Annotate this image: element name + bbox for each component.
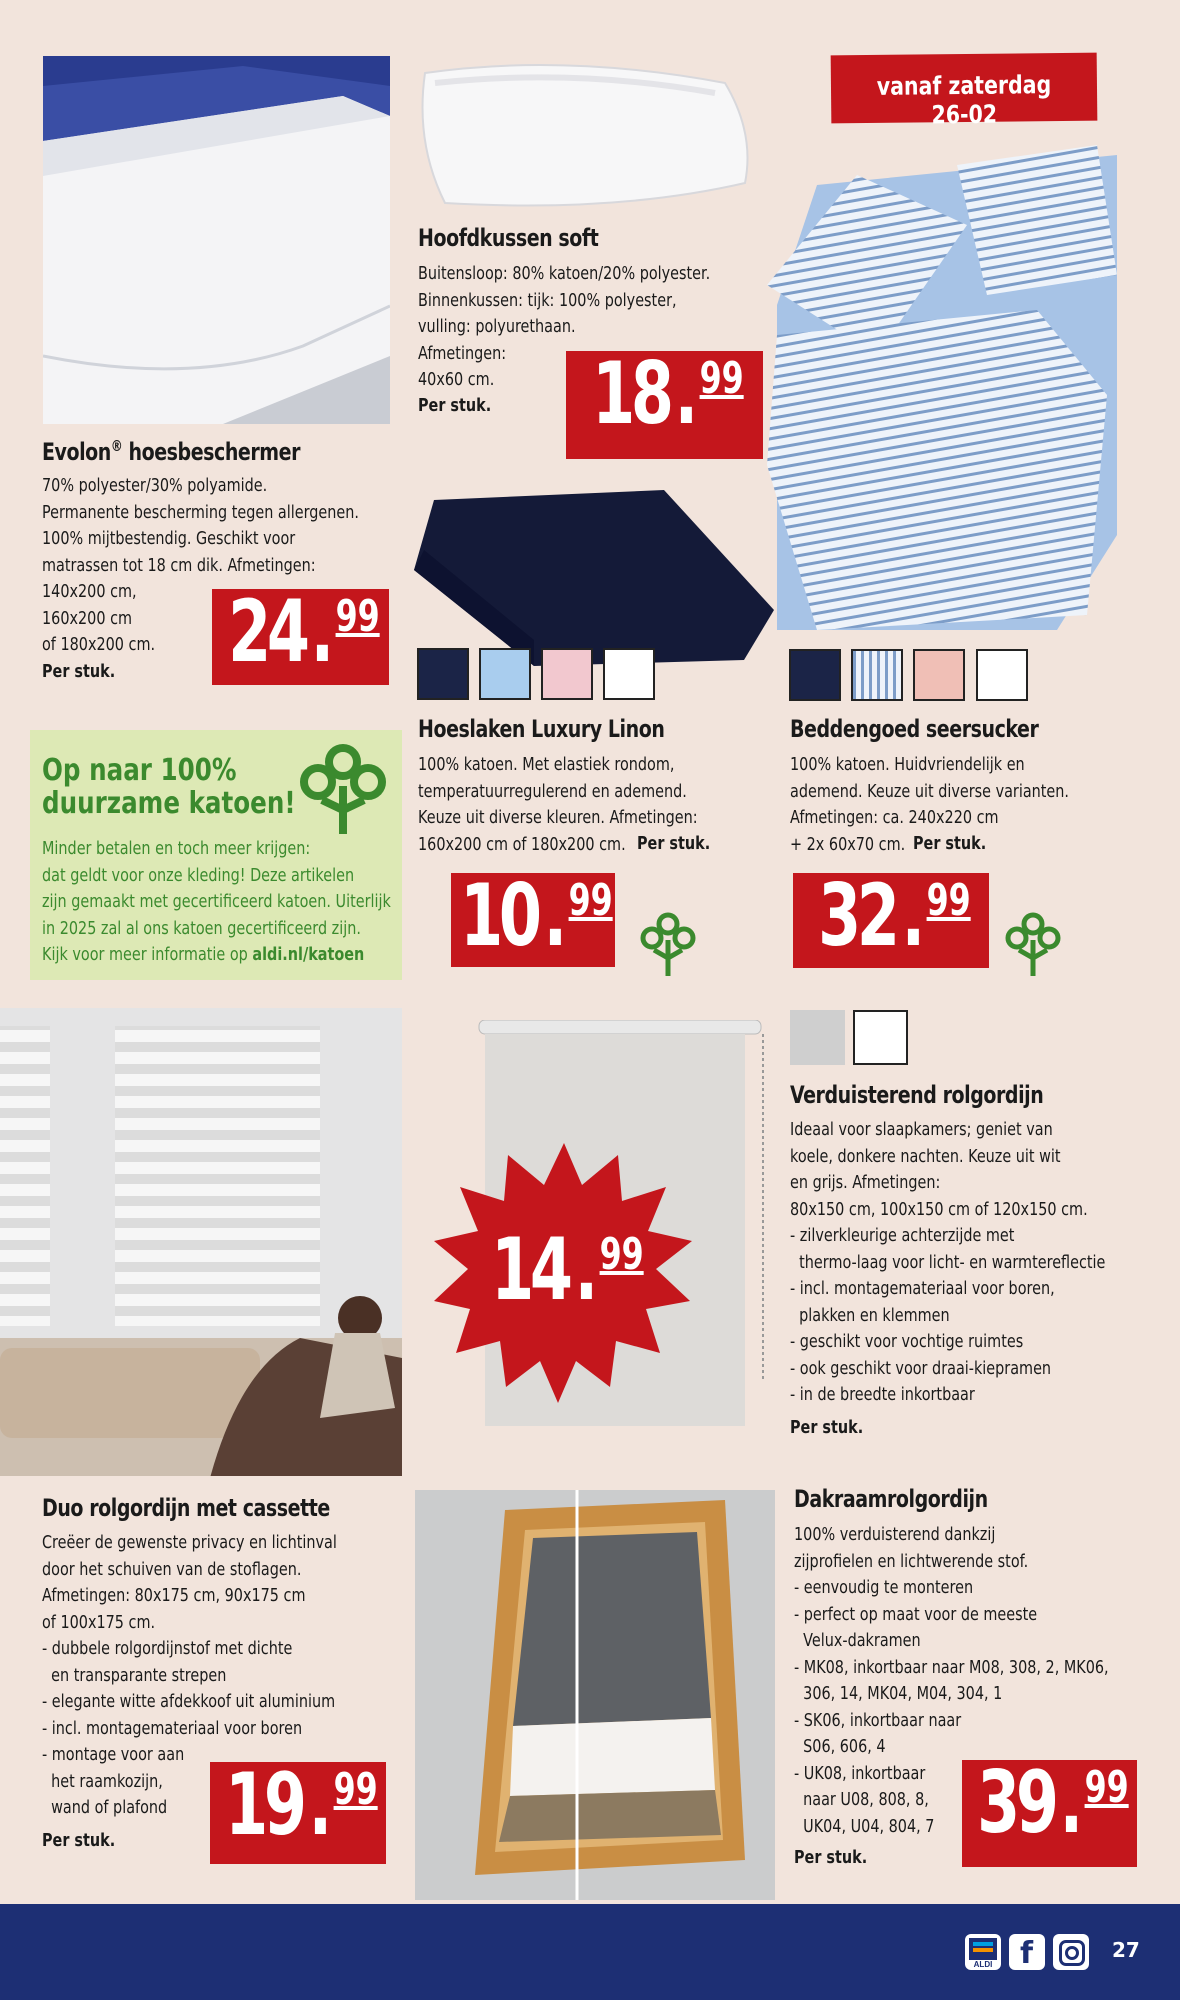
- fitted-sheet-swatch-pink[interactable]: [541, 648, 593, 700]
- blackout-swatch-grey[interactable]: [790, 1010, 845, 1065]
- instagram-icon[interactable]: [1053, 1934, 1089, 1970]
- duo-roller-blind-photo: [0, 1008, 402, 1476]
- pillow-photo: [415, 53, 760, 218]
- eco-link[interactable]: aldi.nl/katoen: [252, 944, 365, 965]
- evolon-price-cents: 99: [335, 591, 380, 642]
- fitted-sheet-price-cents: 99: [568, 875, 613, 926]
- fitted-sheet-price-euros: 10: [460, 866, 538, 966]
- cotton-flower-icon: [640, 910, 696, 987]
- duo-roller-blind-per-piece: Per stuk.: [42, 1830, 116, 1851]
- eco-heading-line1: Op naar 100%: [42, 753, 237, 788]
- bedding-price-euros: 32: [818, 866, 896, 966]
- fitted-sheet-photo: [414, 490, 774, 666]
- fitted-sheet-price-tag: [451, 866, 615, 967]
- evolon-title-rest: hoesbeschermer: [122, 438, 301, 466]
- eco-body: [42, 836, 391, 969]
- roof-window-blind-price-dot: .: [1059, 1753, 1084, 1853]
- aldi-logo-text: ALDI: [973, 1960, 993, 1969]
- bedding-swatch-coral[interactable]: [913, 649, 965, 701]
- date-banner: [831, 53, 1098, 130]
- evolon-price-tag: [212, 582, 389, 685]
- duo-roller-blind-title: Duo rolgordijn met cassette: [42, 1494, 330, 1522]
- blackout-roller-blind-per-piece: Per stuk.: [790, 1417, 864, 1438]
- cotton-flower-icon: [1005, 910, 1061, 987]
- bedding-description: 100% katoen. Huidvriendelijk en ademend. Keuze uit diverse varianten. Afmetingen: ca. 240x220 cm + 2x 60x70 cm.: [790, 754, 1069, 855]
- bedding-photo: [757, 135, 1117, 630]
- roof-window-blind-price-tag: [962, 1753, 1137, 1867]
- fitted-sheet-swatch-white[interactable]: [603, 648, 655, 700]
- bedding-price-tag: [793, 866, 989, 968]
- blackout-swatch-white[interactable]: [853, 1010, 908, 1065]
- bedding-price-cents: 99: [926, 875, 971, 926]
- bedding-swatch-white[interactable]: [976, 649, 1028, 701]
- fitted-sheet-description: 100% katoen. Met elastiek rondom, temperatuurregulerend en ademend. Keuze uit diverse kleuren. Afmetingen: 160x200 cm of 180x200 cm.: [418, 754, 698, 855]
- blackout-roller-blind-title: Verduisterend rolgordijn: [790, 1081, 1044, 1109]
- date-banner-text: vanaf zaterdag 26-02: [876, 70, 1052, 130]
- duo-roller-blind-price-cents: 99: [333, 1764, 378, 1815]
- bedding-swatch-striped[interactable]: [851, 649, 903, 701]
- pillow-price-cents: 99: [699, 353, 744, 404]
- bedding-price-dot: .: [901, 866, 925, 966]
- fitted-sheet-swatch-lightblue[interactable]: [479, 648, 531, 700]
- duo-roller-blind-price-tag: [210, 1755, 386, 1864]
- blackout-roller-blind-price-tag: [434, 1143, 694, 1403]
- fitted-sheet-price-dot: .: [543, 866, 567, 966]
- blackout-roller-blind-price-cents: 99: [599, 1229, 644, 1280]
- aldi-logo-icon[interactable]: [965, 1934, 1001, 1970]
- duo-roller-blind-price-euros: 19: [225, 1755, 303, 1855]
- evolon-price-dot: .: [310, 582, 335, 682]
- evolon-description: 70% polyester/30% polyamide. Permanente bescherming tegen allergenen. 100% mijtbestendig. Geschikt voor matrassen tot 18 cm dik. Afmetingen: 140x200 cm, 160x200 cm of 180x200 cm.: [42, 475, 359, 655]
- pillow-price-dot: .: [674, 344, 699, 444]
- pillow-price-euros: 18: [591, 344, 670, 444]
- evolon-title: [42, 437, 300, 466]
- mattress-protector-photo: [43, 56, 390, 424]
- pillow-title: Hoofdkussen soft: [418, 224, 599, 252]
- duo-roller-blind-description: Creëer de gewenste privacy en lichtinval door het schuiven van de stoflagen. Afmetingen: 80x175 cm, 90x175 cm of 100x175 cm. - dubbele rolgordijnstof met dichte en transparante strepen - elegante witte afdekkoof uit aluminium - incl. montagemateriaal voor boren - montage voor aan het raamkozijn, wand of plafond: [42, 1532, 337, 1818]
- bedding-swatch-navy[interactable]: [789, 649, 841, 701]
- footer-bar: [0, 1904, 1180, 2000]
- roof-window-blind-per-piece: Per stuk.: [794, 1847, 868, 1868]
- blackout-roller-blind-price-dot: .: [574, 1220, 598, 1320]
- duo-roller-blind-price-dot: .: [308, 1755, 332, 1855]
- fitted-sheet-per-piece: Per stuk.: [637, 833, 711, 854]
- roof-window-blind-description: 100% verduisterend dankzij zijprofielen en lichtwerende stof. - eenvoudig te monteren - perfect op maat voor de meeste Velux-dakramen - MK08, inkortbaar naar M08, 308, 2, MK06, 306, 14, MK04, M04, 304, 1 - SK06, inkortbaar naar S06, 606, 4 - UK08, inkortbaar naar U08, 808, 8, UK04, U04, 804, 7: [794, 1524, 1109, 1837]
- roof-window-blind-photo: [415, 1490, 775, 1900]
- eco-heading-line2: duurzame katoen!: [42, 786, 296, 821]
- page-number: 27: [1112, 1938, 1140, 1962]
- roof-window-blind-title: Dakraamrolgordijn: [794, 1485, 988, 1513]
- pillow-price-tag: [566, 344, 763, 459]
- evolon-title-main: Evolon: [42, 438, 111, 466]
- sustainable-cotton-box: [30, 730, 402, 980]
- eco-body-text: Minder betalen en toch meer krijgen: dat geldt voor onze kleding! Deze artikelen zijn gemaakt met gecertificeerd katoen. Uiterlijk in 2025 zal al ons katoen gecertificeerd zijn. Kijk voor meer informatie op: [42, 838, 391, 965]
- pillow-per-piece: Per stuk.: [418, 395, 492, 416]
- roof-window-blind-price-cents: 99: [1084, 1762, 1129, 1813]
- blackout-roller-blind-price-euros: 14: [491, 1220, 569, 1320]
- bedding-per-piece: Per stuk.: [913, 833, 987, 854]
- roof-window-blind-price-euros: 39: [976, 1753, 1055, 1853]
- cotton-flower-icon: [298, 740, 388, 845]
- fitted-sheet-swatch-navy[interactable]: [417, 648, 469, 700]
- blackout-roller-blind-description: Ideaal voor slaapkamers; geniet van koele, donkere nachten. Keuze uit wit en grijs. Afmetingen: 80x150 cm, 100x150 cm of 120x150 cm. - zilverkleurige achterzijde met thermo-laag voor licht- en warmtereflectie - incl. montagemateriaal voor boren, plakken en klemmen - geschikt voor vochtige ruimtes - ook geschikt voor draai-kiepramen - in de breedte inkortbaar: [790, 1119, 1106, 1405]
- evolon-per-piece: Per stuk.: [42, 661, 116, 682]
- eco-heading: [42, 754, 296, 820]
- evolon-price-euros: 24: [227, 582, 306, 682]
- evolon-registered-mark: ®: [110, 437, 123, 455]
- pillow-description: Buitensloop: 80% katoen/20% polyester. Binnenkussen: tijk: 100% polyester, vulling: polyurethaan. Afmetingen: 40x60 cm.: [418, 263, 711, 390]
- facebook-icon[interactable]: f: [1009, 1934, 1045, 1970]
- fitted-sheet-title: Hoeslaken Luxury Linon: [418, 715, 665, 743]
- bedding-title: Beddengoed seersucker: [790, 715, 1039, 743]
